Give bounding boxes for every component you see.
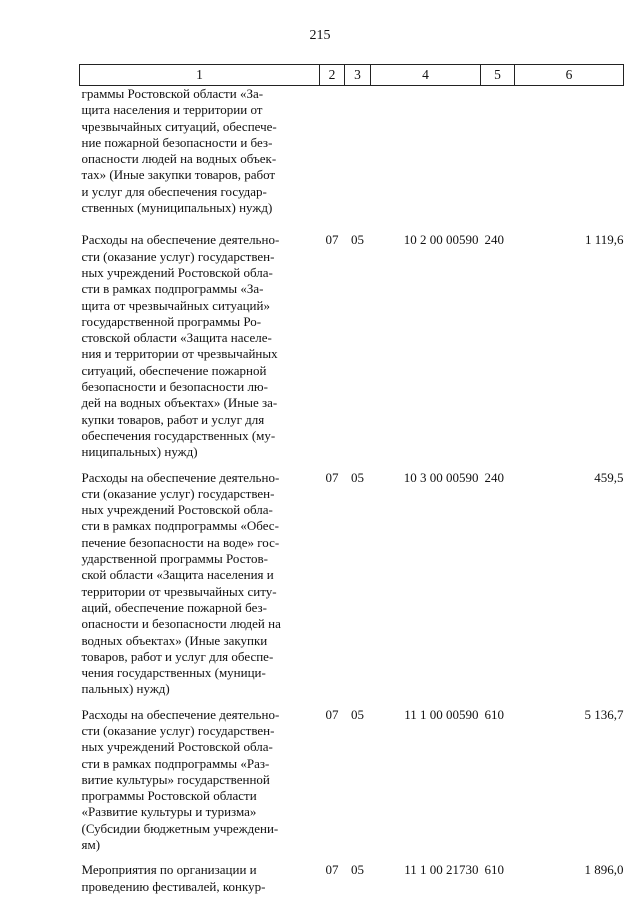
column-header-6: 6: [515, 65, 624, 86]
description-line: пальных) нужд): [81, 681, 170, 697]
description-cell: [80, 862, 320, 904]
description-line: товаров, работ и услуг для обеспе-: [81, 648, 274, 664]
section-code-cell: 07: [325, 862, 339, 878]
description-line: проведению фестивалей, конкур-: [81, 878, 266, 894]
table-row: [80, 86, 624, 226]
amount-cell: 5 136,7: [584, 706, 624, 722]
section-code-cell: 07: [325, 706, 339, 722]
subsection-code-cell: 05: [351, 862, 364, 878]
description-line: граммы Ростовской области «За-: [81, 86, 264, 101]
amount-cell: 459,5: [594, 469, 624, 485]
target-article-cell: 10 3 00 00590: [403, 469, 479, 485]
subsection-code-cell: [345, 86, 371, 226]
description-line: Расходы на обеспечение деятельно-: [81, 706, 280, 722]
description-line: территории от чрезвычайных ситу-: [81, 583, 277, 599]
description-line: печение безопасности на воде» гос-: [81, 534, 280, 550]
description-line: щита населения и территории от: [81, 102, 263, 118]
description-cell: [80, 86, 320, 226]
description-line: тах» (Иные закупки товаров, работ: [81, 167, 276, 183]
description-line: аций, обеспечение пожарной без-: [81, 599, 267, 615]
table-row: [80, 225, 624, 469]
description-line: Расходы на обеспечение деятельно-: [81, 232, 280, 248]
column-header-5: 5: [481, 65, 515, 86]
description-line: сти (оказание услуг) государствен-: [81, 248, 275, 264]
description-line: водных объектах» (Иные закупки: [81, 632, 268, 648]
description-line: государственной программы Ро-: [81, 313, 262, 329]
description-line: Мероприятия по организации и: [81, 862, 257, 878]
page-number: 215: [309, 28, 331, 43]
target-article-cell: 11 1 00 21730: [404, 862, 479, 878]
expense-type-cell: 240: [484, 469, 504, 485]
description-line: витие культуры» государственной: [81, 771, 270, 787]
description-line: щита от чрезвычайных ситуаций»: [81, 297, 270, 313]
column-header-2: 2: [320, 65, 345, 86]
column-header-3: 3: [345, 65, 371, 86]
budget-table: [79, 64, 624, 904]
description-line: ственных (муниципальных) нужд): [81, 200, 273, 216]
description-line: ударственной программы Ростов-: [81, 551, 268, 567]
description-line: безопасности и безопасности лю-: [81, 379, 268, 395]
description-line: ных учреждений Ростовской обла-: [81, 739, 273, 755]
description-line: обеспечения государственных (му-: [81, 427, 276, 443]
description-line: ситуаций, обеспечение пожарной: [81, 362, 267, 378]
subsection-code-cell: 05: [351, 706, 364, 722]
column-header-1: 1: [80, 65, 320, 86]
description-line: Расходы на обеспечение деятельно-: [81, 469, 280, 485]
description-line: дей на водных объектах» (Иные за-: [81, 395, 278, 411]
description-line: чрезвычайных ситуаций, обеспече-: [81, 118, 277, 134]
description-line: ние пожарной безопасности и без-: [81, 134, 273, 150]
description-line: ниципальных) нужд): [81, 444, 198, 460]
section-code-cell: 07: [325, 232, 339, 248]
description-line: опасности и безопасности людей на: [81, 616, 281, 632]
description-line: «Развитие культуры и туризма»: [81, 804, 257, 820]
amount-cell: 1 896,0: [584, 862, 624, 878]
table-row: [80, 707, 624, 863]
description-line: сти в рамках подпрограммы «Обес-: [81, 518, 279, 534]
description-line: сти (оказание услуг) государствен-: [81, 485, 275, 501]
amount-cell: [515, 86, 624, 226]
amount-cell: 1 119,6: [584, 232, 624, 248]
expense-type-cell: 610: [484, 862, 504, 878]
header-row: [80, 65, 624, 86]
section-code-cell: [320, 86, 345, 226]
description-line: чения государственных (муници-: [81, 665, 266, 681]
target-article-cell: 10 2 00 00590: [403, 232, 479, 248]
description-line: ской области «Защита населения и: [81, 567, 274, 583]
description-line: программы Ростовской области: [81, 788, 257, 804]
expense-type-cell: 610: [484, 706, 504, 722]
table-row: [80, 862, 624, 904]
target-article-cell: [371, 86, 481, 226]
table-row: [80, 470, 624, 707]
description-cell: [80, 707, 320, 863]
description-line: ных учреждений Ростовской обла-: [81, 264, 273, 280]
description-line: сти в рамках подпрограммы «Раз-: [81, 755, 270, 771]
expense-type-cell: [481, 86, 515, 226]
description-line: стовской области «Защита населе-: [81, 330, 272, 346]
description-cell: [80, 470, 320, 707]
subsection-code-cell: 05: [351, 469, 364, 485]
description-line: ям): [81, 837, 101, 853]
description-line: опасности людей на водных объек-: [81, 151, 277, 167]
subsection-code-cell: 05: [351, 232, 364, 248]
description-line: и услуг для обеспечения государ-: [81, 183, 267, 199]
description-cell: [80, 225, 320, 469]
section-code-cell: 07: [325, 469, 339, 485]
description-line: ных учреждений Ростовской обла-: [81, 502, 273, 518]
description-line: (Субсидии бюджетным учреждени-: [81, 820, 279, 836]
description-line: сти в рамках подпрограммы «За-: [81, 281, 264, 297]
description-line: ния и территории от чрезвычайных: [81, 346, 278, 362]
column-header-4: 4: [371, 65, 481, 86]
description-line: сти (оказание услуг) государствен-: [81, 722, 275, 738]
target-article-cell: 11 1 00 00590: [404, 706, 479, 722]
expense-type-cell: 240: [484, 232, 504, 248]
description-line: купки товаров, работ и услуг для: [81, 411, 265, 427]
